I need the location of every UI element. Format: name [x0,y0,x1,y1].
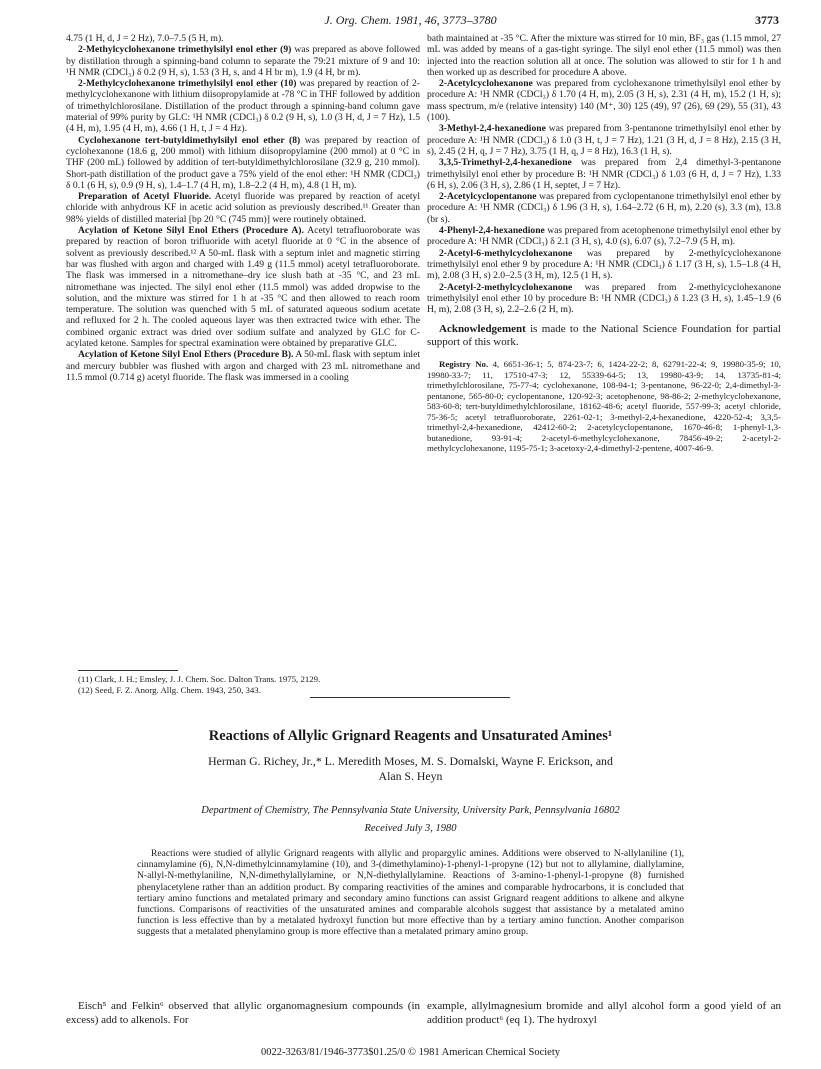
section-heading: Preparation of Acetyl Fluoride. [78,191,212,203]
paragraph: 2-Acetylcyclopentanone was prepared from cyclopentanone trimethylsilyl enol ether by procedure A: ¹H NMR (CDCl₃) δ 1.96 (3 H, s), 1.64–2.72 (6 H, m), 2.20 (s), 3.3 (m), 13.8 (br s). [427,191,781,225]
acknowledgement: Acknowledgement is made to the National Science Foundation for partial support of this work. [427,323,781,349]
footnote-11: (11) Clark, J. H.; Emsley, J. J. Chem. Soc. Dalton Trans. 1975, 2129. [78,674,321,684]
footnote-rule [78,670,178,671]
paragraph: Cyclohexanone tert-butyldimethylsilyl enol ether (8) was prepared by reaction of cyclohexanone (18.6 g, 200 mmol) with lithium diisopropylamine (200 mmol) at 0 °C in THF (200 mL) followed by addition of tert-butyldimethylchlorosilane (32.9 g, 210 mmol). Short-path distillation of the product gave a 75% yield of the enol ether: ¹H NMR (CDCl₃) δ 0.1 (6 H, s), 0.9 (9 H, s), 1.4–1.7 (4 H, m), 1.8–2.2 (4 H, m), 4.8 (1 H, m). [66,134,420,191]
page-number: 3773 [755,13,779,27]
compound-heading: 2-Methylcyclohexanone trimethylsilyl enol ether (9) [78,44,292,56]
footnote-12: (12) Seed, F. Z. Anorg. Allg. Chem. 1943, 250, 343. [78,684,261,695]
registry-numbers: Registry No. 4, 6651-36-1; 5, 874-23-7; 6, 1424-22-2; 8, 62791-22-4; 9, 19980-35-9; 10, 19980-33-7; 11, 17510-47-3; 12, 55339-64-5; 13, 19980-43-9; 14, 13735-81-4; trimethylchlorosilane, 75-77-4; cyclohexanone, 108-94-1; 3-pentanone, 96-22-0; 2,4-dimethyl-3-pentanone, 565-80-0; cyclopentanone, 120-92-3; acetophenone, 98-86-2; 2-methylcyclohexanone, 583-60-8; tert-butyldimethylchlorosilane, 18162-48-6; acetyl fluoride, 557-99-3; acetyl chloride, 75-36-5; acetyl tetrafluoroborate, 2261-02-1; 3-methyl-2,4-hexanedione, 4220-52-4; 3,3,5-trimethyl-2,4-hexanedione, 42412-60-2; 2-acetylcyclopentanone, 1670-46-8; 1-phenyl-1,3-butanedione, 93-91-4; 2-acetyl-6-methylcyclohexanone, 78456-49-2; 2-acetyl-2-methylcyclohexanone, 1195-75-1; 3-acetoxy-2,4-dimethyl-2-pentene, 4007-46-9. [427,359,781,454]
paragraph: 2-Acetyl-6-methylcyclohexanone was prepared by 2-methylcyclohexanone trimethylsilyl enol ether 9 by procedure A: ¹H NMR (CDCl₃) δ 1.17 (3 H, s), 1.5–1.8 (4 H, m), 2.08 (3 H, s) 2.0–2.5 (3 H, m), 12.5 (1 H, s). [427,247,781,282]
paragraph: 4-Phenyl-2,4-hexanedione was prepared from acetophenone trimethylsilyl enol ether by procedure A: ¹H NMR (CDCl₃) δ 2.1 (3 H, s), 4.0 (s), 6.07 (s), 7.2–7.9 (5 H, m). [427,225,781,248]
affiliation: Department of Chemistry, The Pennsylvania State University, University Park, Pennsylvania 16802 [201,805,620,816]
footnotes [66,670,420,695]
compound-heading: 2-Acetyl-2-methylcyclohexanone [439,281,573,293]
paragraph: bath maintained at -35 °C. After the mixture was stirred for 10 min, BF₃ gas (1.15 mmol, 27 mL was added by means of a gas-tight syringe. The silyl enol ether (11.5 mmol) was then injected into the reaction solution all at once. The solution was allowed to stir for 1 h and then worked up as described for procedure A above. [427,33,781,78]
compound-heading: Cyclohexanone tert-butyldimethylsilyl enol ether (8) [78,134,301,146]
compound-heading: 3,3,5-Trimethyl-2,4-hexanedione [439,157,572,169]
paragraph: Preparation of Acetyl Fluoride. Acetyl fluoride was prepared by reaction of acetyl chloride with anhydrous KF in acetic acid solution as previously described.¹¹ Greater than 98% yields of distilled material [bp 20 °C (745 mm)] were routinely obtained. [66,191,420,225]
paragraph: 4.75 (1 H, d, J = 2 Hz), 7.0–7.5 (5 H, m). [66,33,224,44]
copyright-footer: 0022-3263/81/1946-3773$01.25/0 © 1981 American Chemical Society [260,1047,561,1058]
paragraph: Acylation of Ketone Silyl Enol Ethers (Procedure A). Acetyl tetrafluoroborate was prepared by reaction of boron trifluoride with acetyl fluoride at 0 °C in the absence of solvent as previously described.¹² A 50-mL flask with a septum inlet and magnetic stirring bar was flushed with argon and charged with 1.49 g (11.5 mmol) acetyl tetrafluoroborate. The flask was immersed in a nitromethane–dry ice slush bath at -35 °C, and 23 mL nitromethane was injected. The silyl enol ether (11.5 mmol) was added dropwise to the solution, and the mixture was stirred for 1 h at -35 °C and then allowed to reach room temperature. The solution was quenched with 5 mL of saturated aqueous sodium acetate and refluxed for 2 h. The cooled aqueous layer was then extracted twice with ether. The combined organic extract was dried over sodium sulfate and analyzed by GLC for C-acylated ketone. Samples for spectral examination were obtained by preparative GLC. [66,225,420,350]
right-column [427,33,781,454]
running-header [0,13,821,31]
body-text-right: example, allylmagnesium bromide and allyl alcohol form a good yield of an addition product⁶ (eq 1). The hydroxyl [427,1000,781,1026]
compound-heading: 4-Phenyl-2,4-hexanedione [439,225,545,237]
compound-heading: 2-Acetylcyclohexanone [439,78,533,90]
paragraph: Acylation of Ketone Silyl Enol Ethers (Procedure B). A 50-mL flask with septum inlet and mercury bubbler was flushed with argon and charged with 23 mL nitromethane and 11.5 mmol (0.714 g) acetyl fluoride. The flask was immersed in a cooling [66,349,420,383]
paragraph: 2-Acetyl-2-methylcyclohexanone was prepared from 2-methylcyclohexanone trimethylsilyl enol ether 10 by procedure B: ¹H NMR (CDCl₃) δ 1.23 (3 H, s), 1.45–1.9 (6 H, m), 2.08 (3 H, s), 2.2–2.6 (2 H, m). [427,281,781,316]
article-title: Reactions of Allylic Grignard Reagents and Unsaturated Amines¹ [208,728,613,744]
paragraph: 3-Methyl-2,4-hexanedione was prepared from 3-pentanone trimethylsilyl enol ether by procedure A: ¹H NMR (CDCl₃) δ 1.0 (3 H, t, J = 7 Hz), 1.21 (3 H, d, J = 8 Hz), 2.15 (3 H, s), 2.45 (2 H, q, J = 7 Hz), 3.75 (1 H, q, J = 8 Hz), 16.3 (1 H, s). [427,123,781,157]
compound-heading: 3-Methyl-2,4-hexanedione [439,123,546,135]
section-heading: Acylation of Ketone Silyl Enol Ethers (Procedure B). [78,349,294,361]
compound-heading: 2-Methylcyclohexanone trimethylsilyl enol ether (10) [78,78,297,90]
paragraph: 2-Methylcyclohexanone trimethylsilyl enol ether (10) was prepared by reaction of 2-methylcyclohexanone with lithium diisopropylamide at -78 °C in THF followed by addition of trimethylchlorosilane. Distillation of the product through a spinning-band column gave material of 99% purity by GLC: ¹H NMR (CDCl₃) δ 0.2 (9 H, s), 1.0 (3 H, d, J = 7 Hz), 1.5 (4 H, m), 1.95 (4 H, m), 4.66 (1 H, t, J = 4 Hz). [66,78,420,135]
paragraph: 2-Methylcyclohexanone trimethylsilyl enol ether (9) was prepared as above followed by distillation through a spinning-band column to separate the 79:21 mixture of 9 and 10: ¹H NMR (CDCl₃) δ 0.2 (9 H, s), 1.53 (3 H, s, and 4 H br m), 1.9 (4 H, br m). [66,44,421,78]
paragraph: 2-Acetylcyclohexanone was prepared from cyclohexanone trimethylsilyl enol ether by procedure A: ¹H NMR (CDCl₃) δ 1.70 (4 H, m), 2.05 (3 H, s), 2.31 (4 H, m), 15.2 (1 H, s); mass spectrum, m/e (relative intensity) 140 (M⁺, 30) 125 (49), 97 (26), 69 (29), 55 (31), 43 (100). [427,78,781,124]
compound-heading: 2-Acetylcyclopentanone [439,191,537,203]
compound-heading: 2-Acetyl-6-methylcyclohexanone [439,247,573,259]
journal-citation: J. Org. Chem. 1981, 46, 3773–3780 [324,13,497,27]
paragraph: 3,3,5-Trimethyl-2,4-hexanedione was prepared from 2,4 dimethyl-3-pentanone trimethylsilyl enol ether by procedure B: ¹H NMR (CDCl₃) δ 1.03 (6 H, d, J = 7 Hz), 1.33 (6 H, s), 2.06 (3 H, s), 2.86 (1 H, septet, J = 7 Hz). [427,157,781,191]
received-date: Received July 3, 1980 [364,823,457,834]
section-heading: Acylation of Ketone Silyl Enol Ethers (Procedure A). [78,225,304,237]
left-column [66,33,420,383]
body-text-left: Eisch⁵ and Felkin⁶ observed that allylic organomagnesium compounds (in excess) add to alkenols. For [66,1000,420,1026]
abstract: Reactions were studied of allylic Grignard reagents with allylic and propargylic amines. Additions were observed to N-allylaniline (1), cinnamylamine (6), N,N-dimethylcinnamylamine (10), and 3-(dimethylamino)-1-phenyl-1-propyne (12) but not to allylamine, diallylamine, N-allyl-N-methylaniline, N,N-dimethylallylamine, or N,N-diethylallylamine. Reactions of 3-amino-1-phenyl-1-propyne (8) furnished phenylacetylene rather than an addition product. By comparing reactivities of the amines and comparable hydrocarbons, it is concluded that tertiary amino functions and metalated primary and secondary amino functions can assist Grignard reagent additions to alkene and alkyne functions. Comparisons of reactivities of the unsaturated amines and comparable alcohols suggest that assistance by a metalated amino function is less effective than by a metalated hydroxyl function but more effective than by a tertiary amino function. Another comparison suggests that a metalated phenylamino group is more effective than a metalated primary amino group. [137,848,684,938]
article-separator [310,697,510,698]
article-authors: Herman G. Richey, Jr.,* L. Meredith Moses, M. S. Domalski, Wayne F. Erickson, and Alan S. Heyn [208,754,613,783]
